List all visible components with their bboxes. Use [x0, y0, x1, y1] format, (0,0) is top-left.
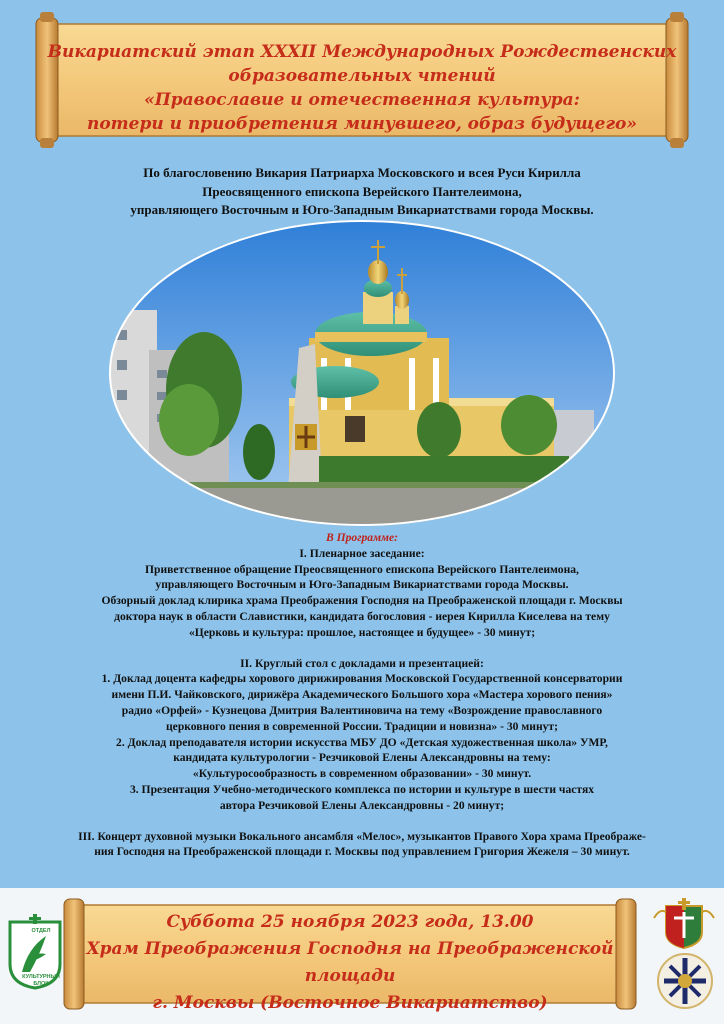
- blessing-line: управляющего Восточным и Юго-Западным Викариатствами города Москвы.: [130, 202, 594, 217]
- program-line: 2. Доклад преподавателя истории искусства МБУ ДО «Детская художественная школа» УМР,: [116, 735, 608, 749]
- logo-caption-line: ОТДЕЛ: [31, 928, 51, 934]
- program-line: ния Господня на Преображенской площади г. Москвы под управлением Григория Жежеля – 30 минут.: [94, 845, 630, 859]
- program-line: радио «Орфей» - Кузнецова Дмитрия Валентиновича на тему «Возрождение православного: [121, 703, 603, 717]
- title-line: потери и приобретения минувшего, образ будущего»: [86, 114, 637, 134]
- program-line: имени П.И. Чайковского, дирижёра Академического Большого хора «Мастера хорового пения»: [111, 688, 613, 702]
- blessing-text: [40, 164, 684, 220]
- program-section: [20, 530, 704, 860]
- logo-caption-line: КУЛЬТУРНЫЙ: [22, 974, 60, 980]
- church-emblem-icon: [656, 952, 714, 1010]
- program-line: «Культуросообразность в современном образовании» - 30 минут.: [192, 767, 532, 781]
- program-line: «Церковь и культура: прошлое, настоящее и будущее» - 30 минут;: [188, 625, 536, 639]
- vicariate-emblem-icon: [652, 898, 716, 950]
- program-line: доктора наук в области Славистики, кандидата богословия - иерея Кирилла Киселева на тему: [114, 609, 610, 623]
- program-line: Обзорный доклад клирика храма Преображения Господня на Преображенской площади г. Москвы: [101, 594, 623, 608]
- event-title: [30, 40, 694, 136]
- program-line: Приветственное обращение Преосвященного епископа Верейского Пантелеимона,: [145, 562, 579, 576]
- date-venue-scroll: [60, 895, 640, 1013]
- logo-caption-line: БЛОК: [33, 981, 49, 987]
- title-line: «Православие и отечественная культура:: [144, 90, 580, 110]
- spacer: [20, 641, 704, 656]
- title-line: Викариатский этап XXXII Международных Рождественских: [47, 42, 677, 62]
- footer-line: Храм Преображения Господня на Преображенской площади: [86, 939, 614, 986]
- section-title: I. Пленарное заседание:: [299, 546, 425, 560]
- program-line: управляющего Восточным и Юго-Западным Викариатствами города Москвы.: [155, 578, 569, 592]
- culture-block-logo: [6, 914, 64, 990]
- church-photo: [109, 220, 615, 526]
- section-title: II. Круглый стол с докладами и презентацией:: [240, 656, 484, 670]
- program-line: церковного пения в современной России. Традиции и новизна» - 30 минут;: [166, 719, 558, 733]
- program-line: III. Концерт духовной музыки Вокального ансамбля «Мелос», музыкантов Правого Хора храма Преображе-: [78, 829, 646, 843]
- program-line: кандидата культурологии - Резчиковой Елены Александровны на тему:: [173, 751, 551, 765]
- program-heading: В Программе:: [325, 531, 398, 544]
- event-date-venue: [60, 909, 640, 1017]
- footer-line: Суббота 25 ноября 2023 года, 13.00: [166, 912, 534, 932]
- blessing-line: По благословению Викария Патриарха Московского и всея Руси Кирилла: [143, 165, 581, 180]
- title-line: образовательных чтений: [228, 66, 496, 86]
- blessing-line: Преосвященного епископа Верейского Пантелеимона,: [202, 183, 522, 199]
- program-line: 3. Презентация Учебно-методического комплекса по истории и культуре в шести частях: [129, 782, 595, 796]
- spacer: [20, 814, 704, 829]
- program-line: автора Резчиковой Елены Александровны - 20 минут;: [219, 798, 505, 812]
- title-scroll: [30, 10, 694, 150]
- footer-line: г. Москвы (Восточное Викариатство): [152, 993, 548, 1013]
- program-line: 1. Доклад доцента кафедры хорового дирижирования Московской Государственной консерватории: [101, 672, 623, 686]
